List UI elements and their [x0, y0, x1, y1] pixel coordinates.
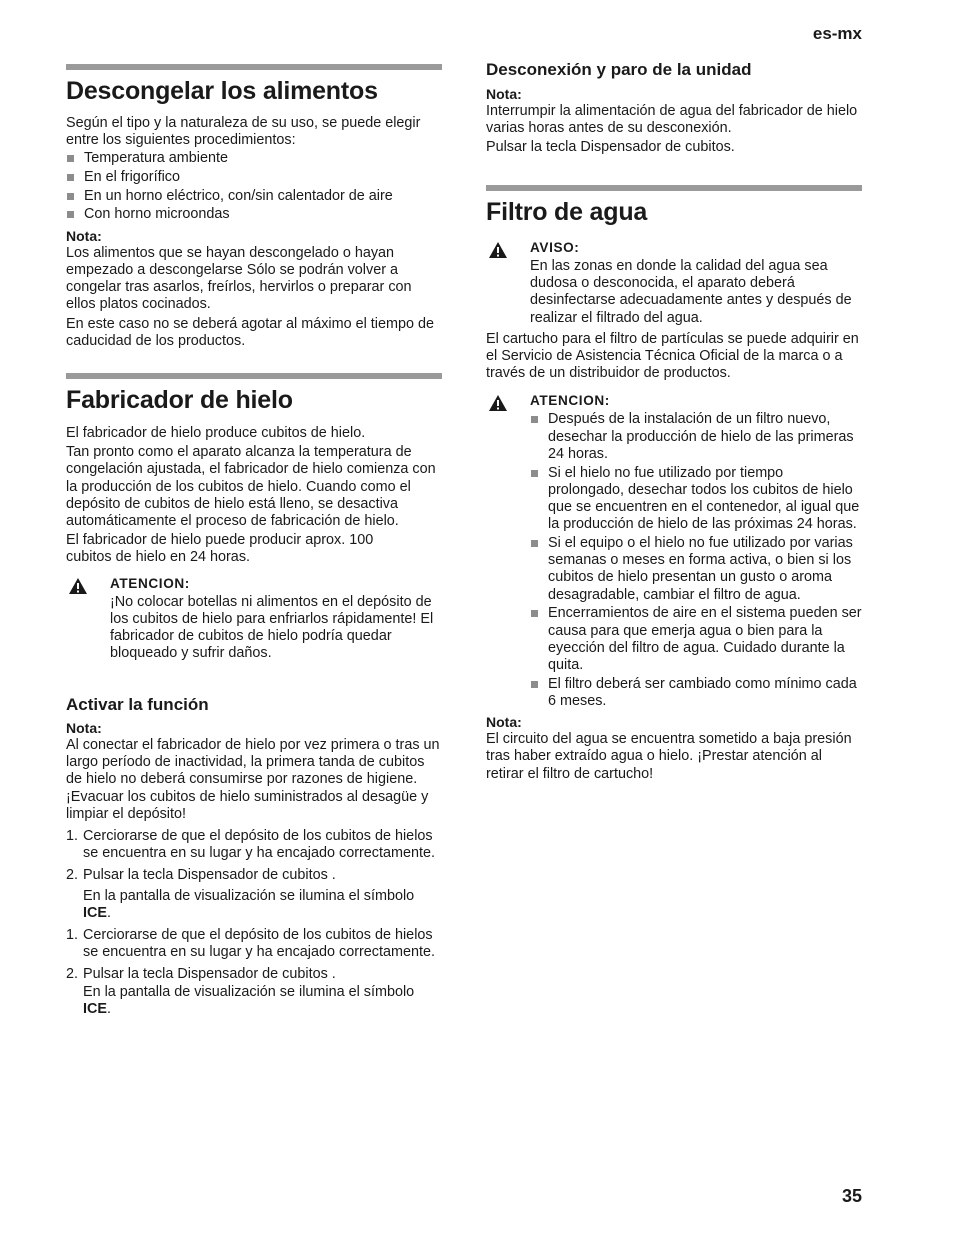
language-code: es-mx [812, 24, 862, 43]
warning-text: ¡No colocar botellas ni alimentos en el depósito de los cubitos de hielo para enfriarlos rápidamente! El fabricador de cubitos de hielo podría quedar bloqueado y sufrir daños. [110, 593, 434, 662]
step-number: 2. [66, 966, 79, 983]
section-rule [66, 373, 442, 379]
list-item: Si el equipo o el hielo no fue utilizado por varias semanas o meses en forma activa, o bien si los cubitos de hielo presentan un gusto o aroma desagradable, cambiar el filtro de agua. [530, 535, 862, 604]
list-item: Si el hielo no fue utilizado por tiempo prolongado, desechar todos los cubitos de hielo que se encuentren en el contenedor, al igual que la producción de hielo de las próximas 24 horas. [530, 465, 862, 534]
page-number: 35 [841, 1186, 862, 1206]
section-rule [486, 185, 862, 191]
step-item [66, 867, 442, 922]
section-rule [66, 64, 442, 70]
section-activar [66, 694, 442, 1018]
atencion-label: ATENCION: [530, 393, 610, 409]
note-label: Nota: [66, 720, 102, 736]
step-number: 1. [66, 927, 79, 944]
warning-block [66, 575, 442, 663]
atencion-block [486, 392, 862, 710]
step-text: Pulsar la tecla Dispensador de cubitos . [83, 867, 336, 884]
section-fabricador [66, 373, 442, 662]
subsection-title: Activar la función [66, 695, 209, 714]
intro-paragraph: Según el tipo y la naturaleza de su uso, se puede elegir entre los siguientes procedimientos: [66, 115, 421, 149]
step-number: 1. [66, 828, 79, 845]
step-text: Cerciorarse de que el depósito de los cubitos de hielos se encuentra en su lugar y ha encajado correctamente. [83, 828, 435, 862]
warning-triangle-icon [68, 577, 88, 595]
note-paragraph: Al conectar el fabricador de hielo por vez primera o tras un largo período de inactividad, la primera tanda de cubitos de hielo no deberá consumirse por razones de higiene. ¡Evacuar los cubitos de hielo suministrados al desagüe y limpiar el depósito! [66, 737, 440, 822]
note-label: Nota: [66, 227, 102, 244]
body-paragraph: El cartucho para el filtro de partículas se puede adquirir en el Servicio de Asistencia Técnica Oficial de la marca o a través de un distribuidor de productos. [486, 330, 859, 382]
note-paragraph: Interrumpir la alimentación de agua del fabricador de hielo varias horas antes de su desconexión. [486, 103, 858, 137]
list-item: En un horno eléctrico, con/sin calentador de aire [66, 187, 442, 206]
warning-triangle-icon [488, 241, 508, 259]
list-item: El filtro deberá ser cambiado como mínimo cada 6 meses. [530, 676, 862, 710]
aviso-block [486, 239, 862, 327]
section-filtro [486, 185, 862, 783]
step-item [66, 828, 442, 862]
section-title: Descongelar los alimentos [66, 77, 378, 105]
section-descongelar [66, 64, 442, 350]
body-paragraph: El fabricador de hielo produce cubitos de hielo. [66, 425, 366, 441]
note-paragraph: En este caso no se deberá agotar al máximo el tiempo de caducidad de los productos. [66, 315, 434, 349]
list-item: Encerramientos de aire en el sistema pueden ser causa para que emerja agua o bien para la eyección del filtro de agua. Cuidado durante la quita. [530, 605, 862, 674]
list-item: Después de la instalación de un filtro nuevo, desechar la producción de hielo de las primeras 24 horas. [530, 411, 862, 463]
note-paragraph: El circuito del agua se encuentra sometido a baja presión tras haber extraído agua o hielo. ¡Prestar atención al retirar el filtro de cartucho! [486, 731, 852, 782]
note-label: Nota: [486, 714, 522, 731]
step-text: Pulsar la tecla Dispensador de cubitos . [83, 966, 336, 983]
step-result: En la pantalla de visualización se ilumina el símbolo ICE. [83, 887, 415, 921]
atencion-list [530, 411, 862, 710]
thaw-options-list [66, 149, 442, 223]
subsection-title: Desconexión y paro de la unidad [486, 60, 752, 79]
list-item: En el frigorífico [66, 168, 442, 187]
body-paragraph: Tan pronto como el aparato alcanza la temperatura de congelación ajustada, el fabricador de hielo comienza con la producción de los cubitos de hielo. Cuando como el depósito de cubitos de hielo está lleno, se desactiva automáticamente el proceso de fabricación de hielo. [66, 444, 436, 530]
list-item: Con horno microondas [66, 205, 442, 224]
step-item [66, 927, 442, 961]
list-item: Temperatura ambiente [66, 149, 442, 168]
ice-symbol: ICE [83, 904, 107, 921]
steps-list [66, 828, 442, 1018]
step-number: 2. [66, 867, 79, 884]
body-paragraph: El fabricador de hielo puede producir aprox. 100 cubitos de hielo en 24 horas. [66, 532, 374, 566]
section-title: Filtro de agua [486, 198, 648, 226]
warning-label: ATENCION: [110, 575, 190, 591]
ice-symbol: ICE [83, 1000, 107, 1017]
body-paragraph: Pulsar la tecla Dispensador de cubitos. [486, 139, 735, 156]
note-paragraph: Los alimentos que se hayan descongelado o hayan empezado a descongelarse Sólo se podrán volver a congelar tras asarlos, freírlos, hervirlos o preparar con ellos platos cocinados. [66, 244, 412, 313]
aviso-text: En las zonas en donde la calidad del agua sea dudosa o desconocida, el aparato deberá desinfectarse adecuadamente antes y después de realizar el filtrado del agua. [530, 258, 852, 326]
note-label: Nota: [486, 86, 522, 102]
section-title: Fabricador de hielo [66, 386, 293, 414]
step-result: En la pantalla de visualización se ilumina el símbolo ICE. [83, 983, 415, 1017]
warning-triangle-icon [488, 394, 508, 412]
step-text: Cerciorarse de que el depósito de los cubitos de hielos se encuentra en su lugar y ha encajado correctamente. [83, 927, 435, 961]
aviso-label: AVISO: [530, 240, 580, 255]
section-desconexion [486, 59, 862, 157]
step-item [66, 966, 442, 1018]
